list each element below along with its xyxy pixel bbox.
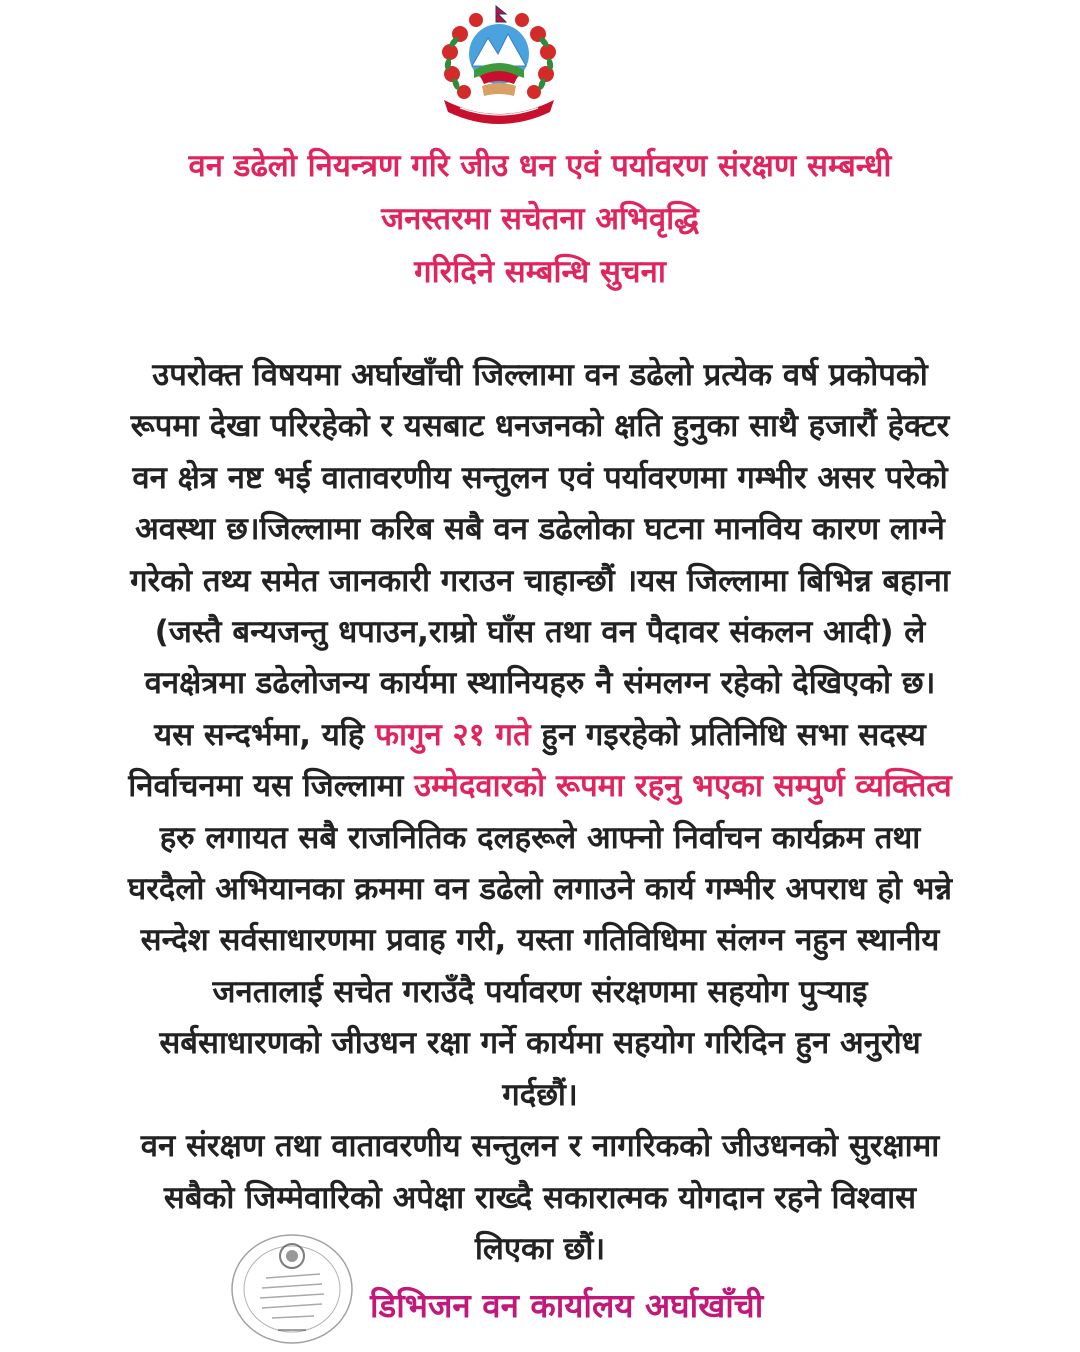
body-line: उपरोक्त विषयमा अर्घाखाँची जिल्लामा वन डढेलो प्रत्येक वर्ष प्रकोपको bbox=[152, 357, 928, 393]
body-line: (जस्तै बन्यजन्तु धपाउन,राम्रो घाँस तथा वन पैदावर संकलन आदी) ले bbox=[154, 614, 926, 651]
body-line: गर्दछौं। bbox=[502, 1076, 578, 1113]
notice-body bbox=[20, 350, 1060, 1275]
body-line: वनक्षेत्रमा डढेलोजन्य कार्यमा स्थानियहरु नै संमलग्न रहेको देखिएको छ। bbox=[144, 665, 936, 702]
body-line: गरेको तथ्य समेत जानकारी गराउन चाहान्छौं ।यस जिल्लामा बिभिन्न बहाना bbox=[130, 562, 950, 599]
title-line-2: जनस्तरमा सचेतना अभिवृद्धि bbox=[381, 201, 699, 237]
body-line: सर्बसाधारणको जीउधन रक्षा गर्ने कार्यमा सहयोग गरिदिन हुन अनुरोध bbox=[159, 1025, 921, 1062]
body-line-candidates bbox=[20, 761, 1060, 812]
body-line: सन्देश सर्वसाधारणमा प्रवाह गरी, यस्ता गतिविधिमा संलग्न नहुन स्थानीय bbox=[140, 922, 940, 959]
body-text: निर्वाचनमा यस जिल्लामा bbox=[128, 768, 415, 805]
body-line: सबैको जिम्मेवारिको अपेक्षा राख्दै सकारात्मक योगदान रहने विश्वास bbox=[163, 1179, 917, 1216]
body-line: अवस्था छ।जिल्लामा करिब सबै वन डढेलोका घटना मानविय कारण लाग्ने bbox=[135, 511, 945, 548]
body-line: लिएका छौं। bbox=[474, 1230, 606, 1267]
body-line-election-date bbox=[20, 710, 1060, 761]
title-line-3: गरिदिने सम्बन्धि सुचना bbox=[414, 254, 666, 290]
body-line: वन क्षेत्र नष्ट भई वातावरणीय सन्तुलन एवं पर्यावरणमा गम्भीर असर परेको bbox=[132, 459, 948, 496]
body-text: हुन गइरहेको प्रतिनिधि सभा सदस्य bbox=[530, 716, 926, 753]
body-line: हरु लगायत सबै राजनितिक दलहरूले आफ्नो निर्वाचन कार्यक्रम तथा bbox=[159, 819, 921, 856]
body-line: वन संरक्षण तथा वातावरणीय सन्तुलन र नागरिकको जीउधनको सुरक्षामा bbox=[140, 1128, 940, 1165]
notice-title bbox=[0, 140, 1080, 299]
body-text: यस सन्दर्भमा, यहि bbox=[154, 716, 376, 753]
office-stamp-icon bbox=[222, 1230, 362, 1348]
office-name: डिभिजन वन कार्यालय अर्घाखाँची bbox=[370, 1286, 764, 1325]
body-line: रूपमा देखा परिरहेको र यसबाट धनजनको क्षति हुनुका साथै हजारौं हेक्टर bbox=[130, 408, 950, 445]
body-line: जनतालाई सचेत गराउँदै पर्यावरण संरक्षणमा सहयोग पुऱ्याइ bbox=[212, 973, 868, 1010]
body-line: घरदैलो अभियानका क्रममा वन डढेलो लगाउने कार्य गम्भीर अपराध हो भन्ने bbox=[127, 871, 953, 908]
candidates-highlight: उम्मेदवारको रूपमा रहनु भएका सम्पुर्ण व्यक्तित्व bbox=[414, 768, 952, 805]
nepal-emblem-icon bbox=[430, 4, 568, 124]
notice-footer bbox=[0, 1230, 1080, 1350]
election-date-highlight: फागुन २१ गते bbox=[375, 716, 531, 753]
title-line-1: वन डढेलो नियन्त्रण गरि जीउ धन एवं पर्यावरण संरक्षण सम्बन्धी bbox=[188, 148, 892, 184]
